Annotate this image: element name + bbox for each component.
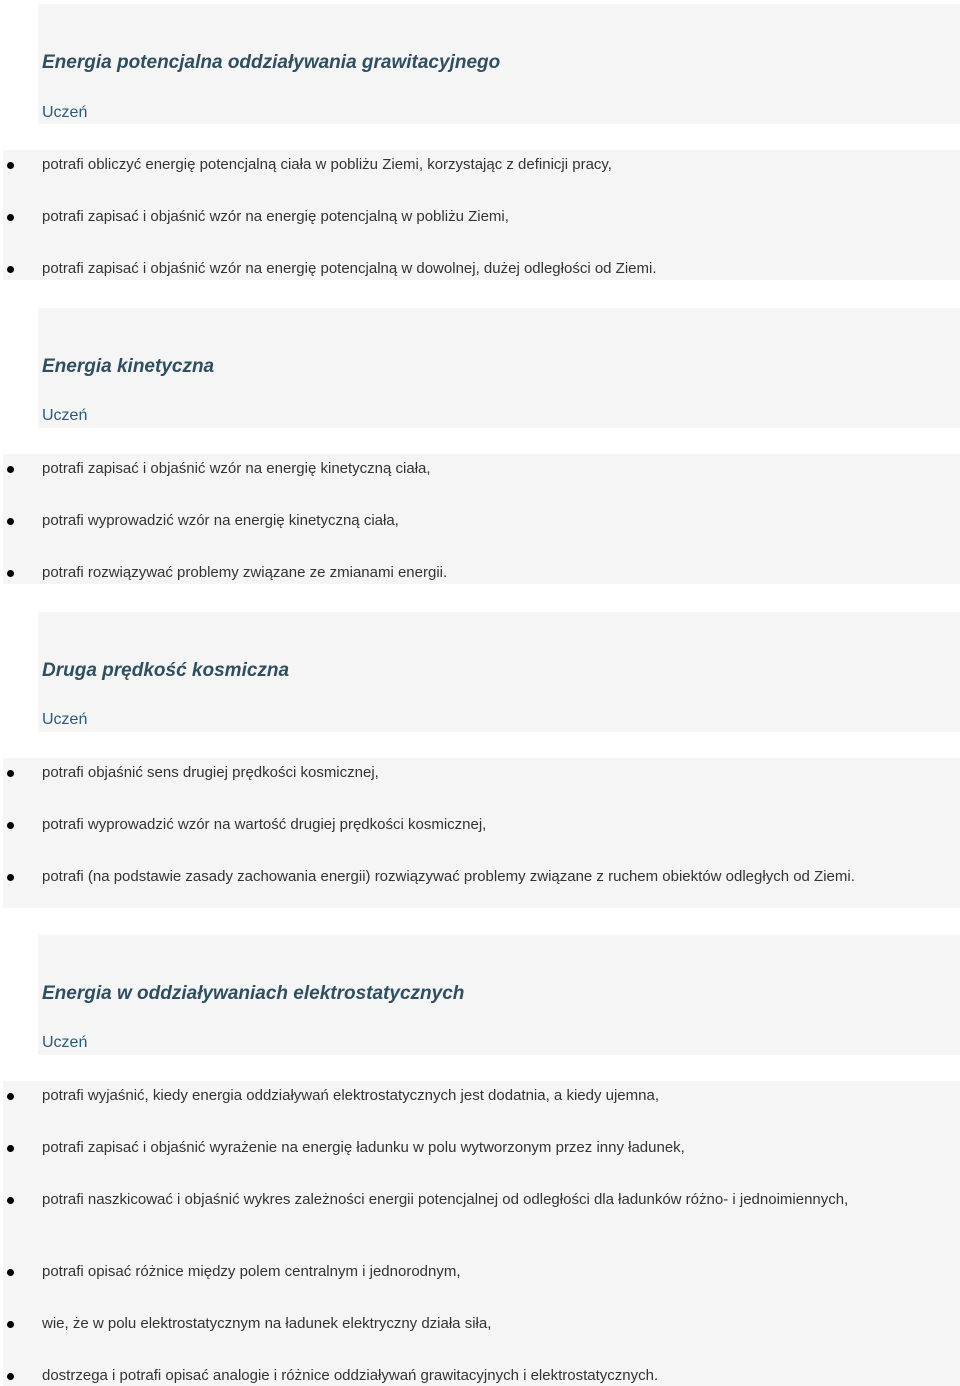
- list-item-text: potrafi opisać różnice między polem centralnym i jednorodnym,: [42, 1263, 461, 1280]
- bullet-icon: [7, 466, 14, 473]
- list-item-text: potrafi zapisać i objaśnić wyrażenie na energię ładunku w polu wytworzonym przez inny ładunek,: [42, 1139, 685, 1156]
- bullet-icon: [7, 570, 14, 577]
- bullet-icon: [7, 1269, 14, 1276]
- bullet-icon: [7, 162, 14, 169]
- section-title: Energia potencjalna oddziaływania grawitacyjnego: [42, 52, 501, 73]
- list-item-text: potrafi wyprowadzić wzór na wartość drugiej prędkości kosmicznej,: [42, 816, 487, 833]
- bullet-list-band: [3, 1081, 960, 1386]
- list-item-text: potrafi wyprowadzić wzór na energię kinetyczną ciała,: [42, 512, 399, 529]
- list-item-text: potrafi objaśnić sens drugiej prędkości kosmicznej,: [42, 764, 379, 781]
- bullet-icon: [7, 1373, 14, 1380]
- bullet-icon: [7, 214, 14, 221]
- list-item-text: potrafi wyjaśnić, kiedy energia oddziaływań elektrostatycznych jest dodatnia, a kiedy ujemna,: [42, 1087, 659, 1104]
- section-subtitle: Uczeń: [42, 711, 88, 728]
- bullet-icon: [7, 874, 14, 881]
- section-title: Energia kinetyczna: [42, 356, 215, 377]
- list-item-text: potrafi naszkicować i objaśnić wykres zależności energii potencjalnej od odległości dla ładunków różno- i jednoimiennych,: [42, 1191, 849, 1208]
- section-title: Energia w oddziaływaniach elektrostatycznych: [42, 983, 465, 1004]
- list-item-text: wie, że w polu elektrostatycznym na ładunek elektryczny działa siła,: [42, 1315, 492, 1332]
- bullet-icon: [7, 1093, 14, 1100]
- list-item-text: potrafi obliczyć energię potencjalną ciała w pobliżu Ziemi, korzystając z definicji pracy,: [42, 156, 612, 173]
- bullet-icon: [7, 770, 14, 777]
- list-item-text: potrafi zapisać i objaśnić wzór na energię potencjalną w dowolnej, dużej odległości od Ziemi.: [42, 260, 657, 277]
- list-item-text: potrafi rozwiązywać problemy związane ze zmianami energii.: [42, 564, 448, 581]
- section-subtitle: Uczeń: [42, 104, 88, 121]
- bullet-icon: [7, 266, 14, 273]
- list-item-text: potrafi (na podstawie zasady zachowania energii) rozwiązywać problemy związane z ruchem obiektów odległych od Ziemi.: [42, 868, 855, 885]
- bullet-icon: [7, 1197, 14, 1204]
- list-item-text: dostrzega i potrafi opisać analogie i różnice oddziaływań grawitacyjnych i elektrostatycznych.: [42, 1367, 659, 1384]
- bullet-icon: [7, 1145, 14, 1152]
- list-item-text: potrafi zapisać i objaśnić wzór na energię potencjalną w pobliżu Ziemi,: [42, 208, 509, 225]
- section-title: Druga prędkość kosmiczna: [42, 660, 290, 681]
- bullet-icon: [7, 1321, 14, 1328]
- bullet-icon: [7, 518, 14, 525]
- list-item-text: potrafi zapisać i objaśnić wzór na energię kinetyczną ciała,: [42, 460, 431, 477]
- section-subtitle: Uczeń: [42, 1034, 88, 1051]
- bullet-icon: [7, 822, 14, 829]
- section-subtitle: Uczeń: [42, 407, 88, 424]
